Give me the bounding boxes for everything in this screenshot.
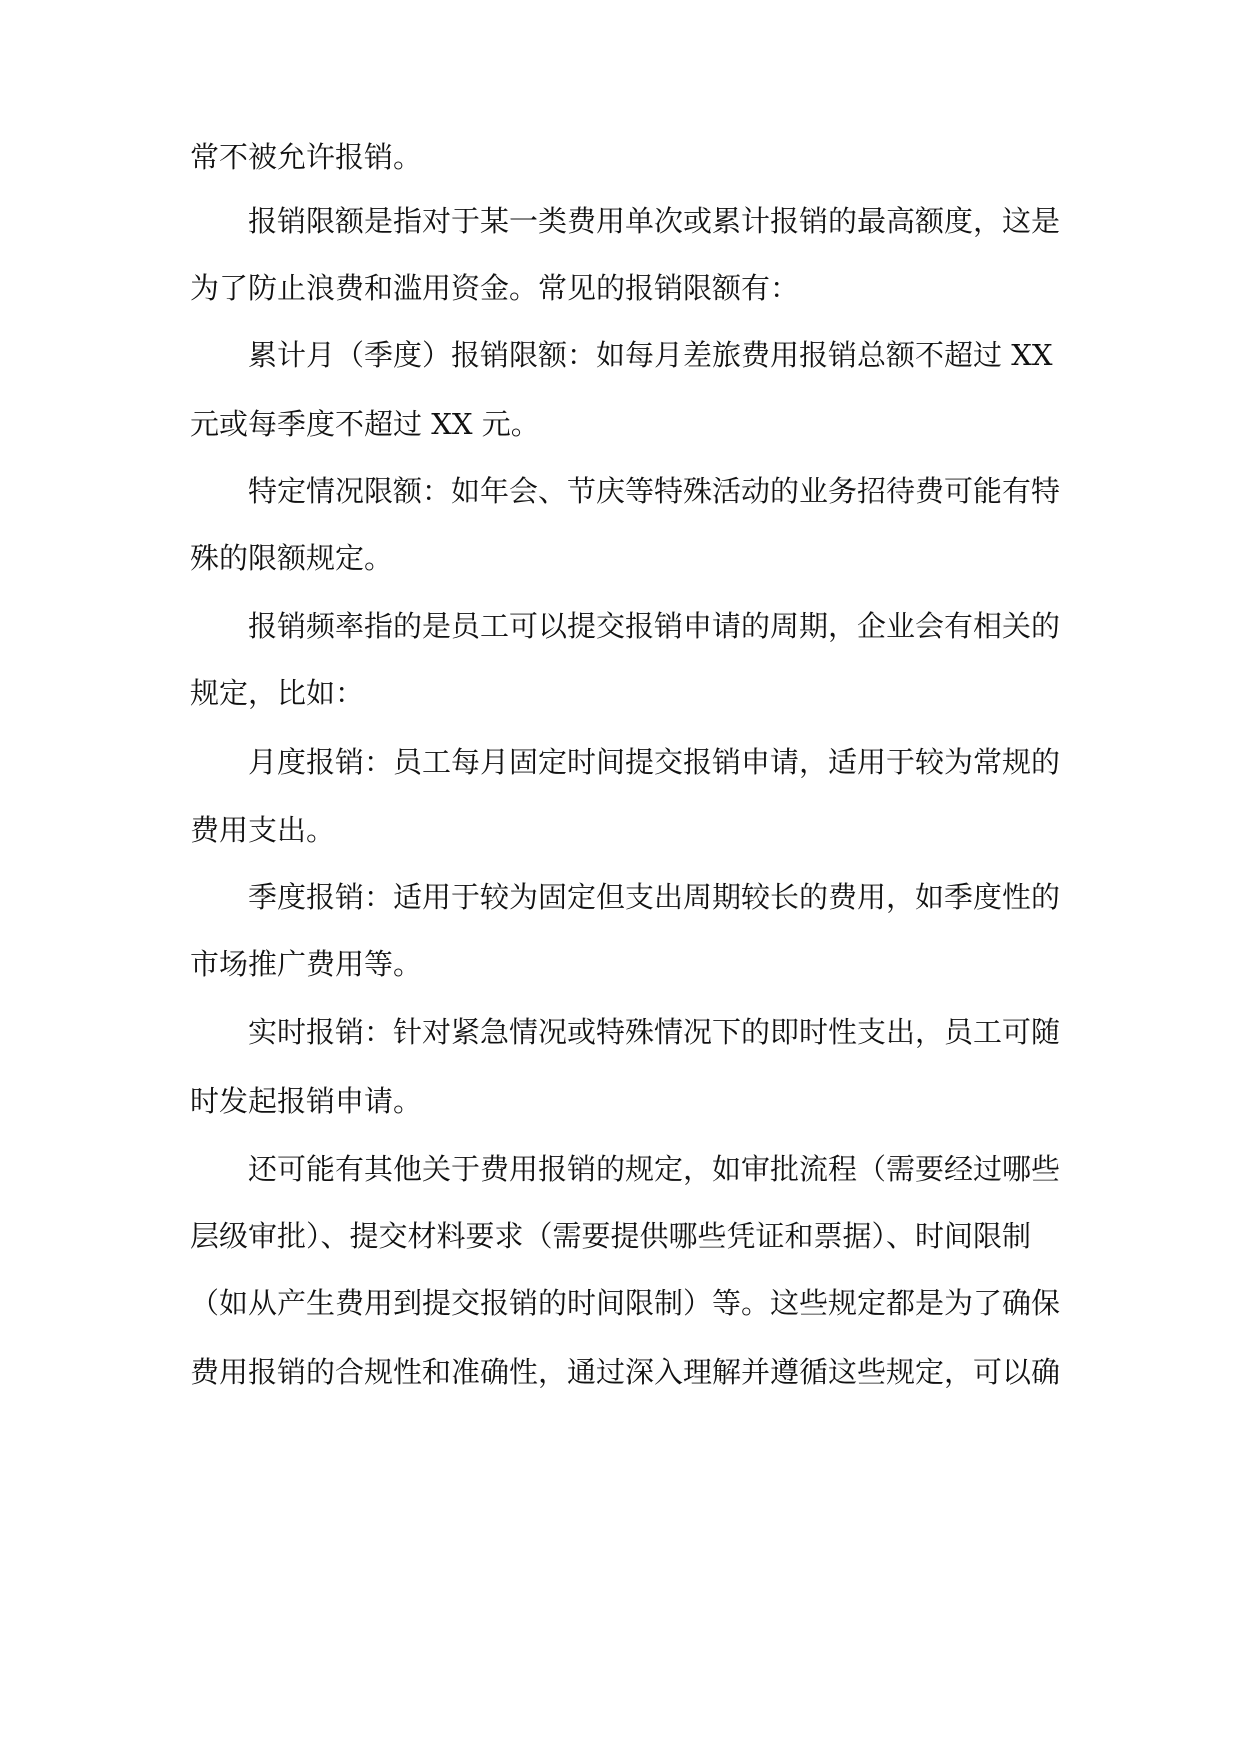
text-line: 季度报销：适用于较为固定但支出周期较长的费用，如季度性的 (248, 880, 1060, 914)
text-line: （如从产生费用到提交报销的时间限制）等。这些规定都是为了确保 (190, 1286, 1060, 1320)
text-line: 费用报销的合规性和准确性，通过深入理解并遵循这些规定，可以确 (190, 1355, 1060, 1389)
text-line: 月度报销：员工每月固定时间提交报销申请，适用于较为常规的 (248, 745, 1060, 779)
text-line: 累计月（季度）报销限额：如每月差旅费用报销总额不超过 XX (248, 338, 1053, 372)
text-line: 市场推广费用等。 (190, 947, 423, 981)
text-line: 殊的限额规定。 (190, 541, 394, 575)
text-line: 报销限额是指对于某一类费用单次或累计报销的最高额度，这是 (248, 204, 1060, 238)
text-line: 层级审批）、提交材料要求（需要提供哪些凭证和票据）、时间限制 (190, 1219, 1032, 1253)
text-line: 费用支出。 (190, 813, 336, 847)
text-line: 实时报销：针对紧急情况或特殊情况下的即时性支出，员工可随 (248, 1015, 1060, 1049)
text-line: 时发起报销申请。 (190, 1084, 423, 1118)
text-line: 为了防止浪费和滥用资金。常见的报销限额有： (190, 271, 800, 305)
text-line: 还可能有其他关于费用报销的规定，如审批流程（需要经过哪些 (248, 1152, 1060, 1186)
text-line: 常不被允许报销。 (190, 140, 423, 174)
text-line: 报销频率指的是员工可以提交报销申请的周期，企业会有相关的 (248, 609, 1060, 643)
text-line: 规定，比如： (190, 676, 365, 710)
text-line: 元或每季度不超过 XX 元。 (190, 407, 540, 441)
text-line: 特定情况限额：如年会、节庆等特殊活动的业务招待费可能有特 (248, 474, 1060, 508)
